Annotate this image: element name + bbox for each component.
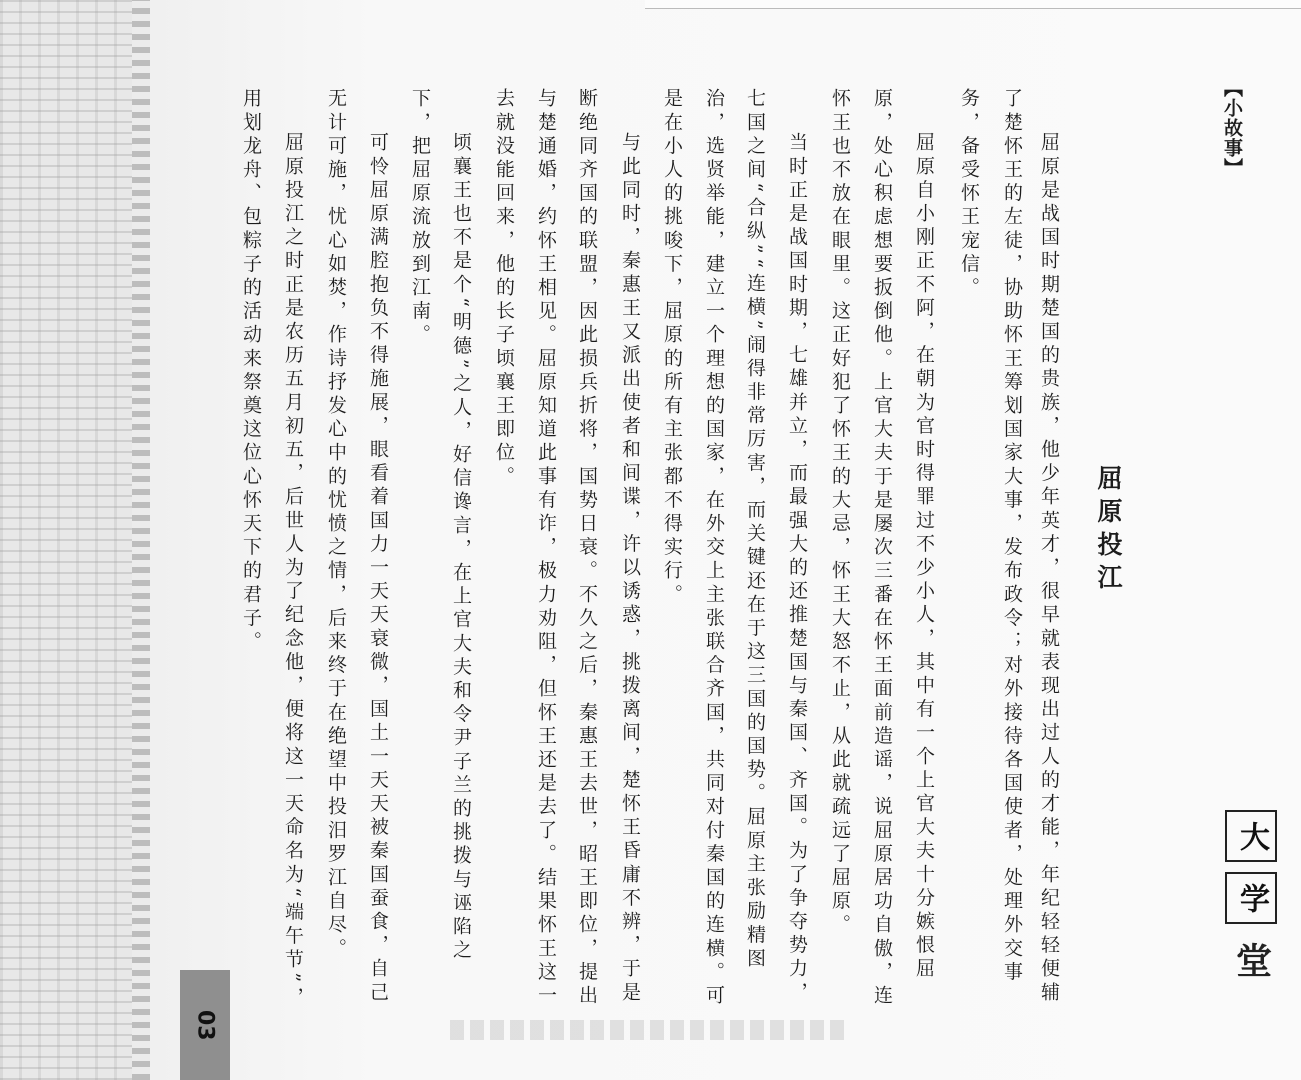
body-line: 治，选贤举能，建立一个理想的国家，在外交上主张联合齐国，共同对付秦国的连横。可 [703,88,725,1009]
body-line: 务，备受怀王宠信。 [958,88,980,301]
body-line: 与楚通婚，约怀王相见。屈原知道此事有诈，极力劝阻，但怀王还是去了。结果怀王这一 [535,88,557,1009]
page-number: 03 [192,1009,218,1041]
body-line: 当时正是战国时期，七雄并立，而最强大的还推楚国与秦国、齐国。为了争夺势力， [786,132,808,1006]
body-line: 断绝同齐国的联盟，因此损兵折将，国势日衰。不久之后，秦惠王去世，昭王即位，提出 [576,88,598,1009]
decorative-border [0,0,150,1080]
body-line: 无计可施，忧心如焚，作诗抒发心中的忧愤之情，后来终于在绝望中投汨罗江自尽。 [325,88,347,962]
body-line: 屈原投江之时正是农历五月初五，后世人为了纪念他，便将这一天命名为“端午节”， [282,132,304,1011]
body-line: 屈原自小刚正不阿，在朝为官时得罪过不少小人，其中有一个上官大夫十分嫉恨屈 [913,132,935,982]
book-page [150,0,1301,1080]
body-line: 去就没能回来，他的长子顷襄王即位。 [493,88,515,490]
body-line: 用划龙舟、包粽子的活动来祭奠这位心怀天下的君子。 [240,88,262,655]
body-line: 了楚怀王的左徒，协助怀王筹划国家大事，发布政令；对外接待各国使者，处理外交事 [1001,88,1023,985]
body-line: 屈原是战国时期楚国的贵族，他少年英才，很早就表现出过人的才能，年纪轻轻便辅 [1038,132,1060,1006]
body-line: 顷襄王也不是个“明德”之人，好信谗言，在上官大夫和令尹子兰的挑拨与诬陷之 [450,132,472,964]
body-line: 七国之间“合纵”“连横”闹得非常厉害，而关键还在于这三国的国势。屈原主张励精图 [744,88,766,972]
bleed-through-text [450,1020,850,1040]
body-line: 原，处心积虑想要扳倒他。上官大夫于是屡次三番在怀王面前造谣，说屈原居功自傲，连 [871,88,893,1009]
logo-char-tang: 堂 [1230,942,1272,978]
publisher-logo [1211,810,1291,1060]
body-line: 下，把屈原流放到江南。 [409,88,431,348]
scan-edge [645,0,1301,9]
logo-char-da: 大 [1225,810,1277,862]
story-title: 屈原投江 [1094,465,1123,597]
body-line: 是在小人的挑唆下，屈原的所有主张都不得实行。 [661,88,683,608]
body-line: 与此同时，秦惠王又派出使者和间谍，许以诱惑，挑拨离间，楚怀王昏庸不辨，于是 [619,132,641,1006]
logo-char-xue: 学 [1225,872,1277,924]
body-line: 可怜屈原满腔抱负不得施展，眼看着国力一天天衰微，国土一天天被秦国蚕食，自己 [367,132,389,1006]
section-label: 【小故事】 [1221,78,1243,178]
body-line: 怀王也不放在眼里。这正好犯了怀王的大忌，怀王大怒不止，从此就疏远了屈原。 [829,88,851,938]
page-number-tab [180,970,230,1080]
